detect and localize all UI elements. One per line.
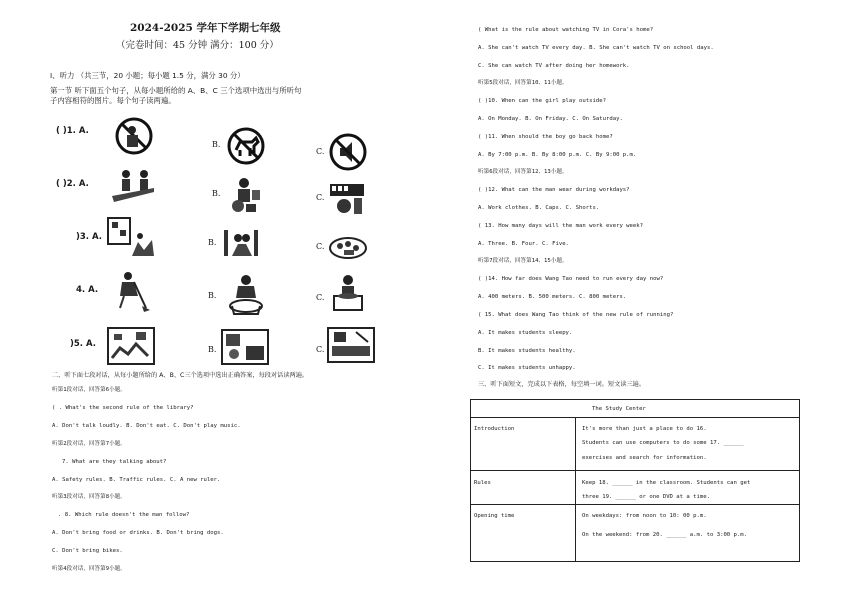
- q2-option-c: C.: [316, 193, 325, 202]
- right-line-10: A. Work clothes. B. Caps. C. Shorts.: [478, 205, 600, 211]
- q2-option-b: B.: [212, 189, 221, 198]
- table-row-divider-2: [471, 470, 799, 471]
- section2-line-2: A. Don't talk loudly. B. Don't eat. C. Don't play music.: [52, 423, 241, 429]
- table-divider: [575, 417, 576, 561]
- no-music-sign-icon: [326, 132, 368, 168]
- section2-line-7: . 8. Which rule doesn't the man follow?: [58, 512, 190, 518]
- table-cell-opening-line-1: On the weekend: from 20. ______ a.m. to 3:00 p.m.: [582, 532, 748, 538]
- right-line-14: ( )14. How far does Wang Tao need to run every day now?: [478, 276, 664, 282]
- q5-option-c: C.: [316, 345, 325, 354]
- table-title: The Study Center: [592, 406, 646, 412]
- q5-option-b: B.: [208, 345, 217, 354]
- sweeping-icon: [108, 270, 150, 306]
- section2-line-3: 听第2段对话，回答第7小题。: [52, 441, 126, 447]
- q4-option-b: B.: [208, 291, 217, 300]
- right-line-3: 听第5段对话，回答第10、11小题。: [478, 80, 568, 86]
- section1-heading: Ⅰ、听力 （共三节，20 小题；每小题 1.5 分，满分 30 分）: [50, 71, 245, 80]
- right-line-18: B. It makes students healthy.: [478, 348, 576, 354]
- right-line-19: C. It makes students unhappy.: [478, 365, 576, 371]
- q3-option-c: C.: [316, 242, 325, 251]
- section2-line-0: 听第1段对话，回答第6小题。: [52, 387, 126, 393]
- kitchen-icon: [220, 328, 262, 364]
- table-cell-rules-line-1: three 19. ______ or one DVD at a time.: [582, 494, 710, 500]
- exam-subtitle: （完卷时间：45 分钟 满分：100 分）: [116, 40, 279, 51]
- table-cell-intro-line-0: It's more than just a place to do 16.: [582, 426, 707, 432]
- right-line-16: ( 15. What does Wang Tao think of the new rule of running?: [478, 312, 674, 318]
- q3-label: )3. A.: [76, 232, 102, 242]
- table-cell-intro-line-2: exercises and search for information.: [582, 455, 707, 461]
- q4-option-c: C.: [316, 293, 325, 302]
- table-cell-rules-line-0: Keep 18. ______ in the classroom. Students can get: [582, 480, 751, 486]
- wrestling-kids-icon: [220, 226, 262, 262]
- right-line-2: C. She can watch TV after doing her homework.: [478, 63, 630, 69]
- right-line-1: A. She can't watch TV every day. B. She can't watch TV on school days.: [478, 45, 714, 51]
- section2-line-4: 7. What are they talking about?: [62, 459, 167, 465]
- washing-clothes-icon: [224, 274, 266, 310]
- section2-line-6: 听第3段对话，回答第8小题。: [52, 494, 126, 500]
- people-at-table-icon: [108, 166, 150, 202]
- right-line-6: ( )11. When should the boy go back home?: [478, 134, 613, 140]
- no-eating-girl-icon: [112, 116, 154, 152]
- q2-label: ( )2. A.: [56, 179, 89, 189]
- table-row-label-opening-time: Opening time: [474, 513, 515, 519]
- right-line-0: ( What is the rule about watching TV in Cora's home?: [478, 27, 654, 33]
- q1-label: ( )1. A.: [56, 126, 89, 136]
- q3-option-b: B.: [208, 238, 217, 247]
- table-row-label-introduction: Introduction: [474, 426, 515, 432]
- section2-line-8: A. Don't bring food or drinks. B. Don't bring dogs.: [52, 530, 224, 536]
- q5-label: )5. A.: [70, 339, 96, 349]
- section3-heading: 三、听下面短文，完成以下表格，每空填一词。短文读三遍。: [478, 381, 646, 388]
- bus-icon: [326, 178, 368, 214]
- section2-line-9: C. Don't bring bikes.: [52, 548, 123, 554]
- table-cell-opening-line-0: On weekdays: from noon to 10: 00 p.m.: [582, 513, 707, 519]
- right-line-7: A. By 7:00 p.m. B. By 8:00 p.m. C. By 9:00 p.m.: [478, 152, 637, 158]
- table-row-label-rules: Rules: [474, 480, 491, 486]
- q1-option-b: B.: [212, 140, 221, 149]
- crowd-icon: [326, 226, 368, 262]
- right-line-15: A. 400 meters. B. 500 meters. C. 800 meters.: [478, 294, 627, 300]
- section2-line-10: 听第4段对话，回答第9小题。: [52, 566, 126, 572]
- right-line-13: 听第7段对话，回答第14、15小题。: [478, 258, 568, 264]
- right-line-11: ( 13. How many days will the man work every week?: [478, 223, 644, 229]
- bedroom-icon: [326, 326, 368, 362]
- section1-intro-line1: 第一节 听下面五个句子，从每小题所给的 A、B、C 三个选项中选出与所听句: [50, 86, 302, 95]
- section1-intro-line2: 子内容相符的图片。每个句子读两遍。: [50, 96, 176, 105]
- section2-line-5: A. Safety rules. B. Traffic rules. C. A new ruler.: [52, 477, 221, 483]
- boy-with-bag-icon: [224, 176, 266, 212]
- section2-heading: 二、听下面七段对话，从每小题所给的 A、B、C三个选项中选出正确答案，每段对话读两遍。: [52, 372, 309, 379]
- messy-room-icon: [106, 324, 148, 360]
- right-line-9: ( )12. What can the man wear during workdays?: [478, 187, 630, 193]
- right-line-12: A. Three. B. Four. C. Five.: [478, 241, 569, 247]
- no-dogs-sign-icon: [224, 126, 266, 162]
- q1-option-c: C.: [316, 147, 325, 156]
- right-line-4: ( )10. When can the girl play outside?: [478, 98, 606, 104]
- q4-label: 4. A.: [76, 285, 99, 295]
- street-scene-icon: [106, 216, 148, 252]
- cooking-icon: [326, 272, 368, 308]
- section2-line-1: ( . What's the second rule of the library?: [52, 405, 194, 411]
- table-cell-intro-line-1: Students can use computers to do some 17. ______: [582, 440, 744, 446]
- right-line-8: 听第6段对话，回答第12、13小题。: [478, 169, 568, 175]
- table-row-divider-1: [471, 417, 799, 418]
- right-line-17: A. It makes students sleepy.: [478, 330, 573, 336]
- exam-title: 2024-2025 学年下学期七年级: [130, 22, 281, 34]
- table-row-divider-3: [471, 504, 799, 505]
- right-line-5: A. On Monday. B. On Friday. C. On Saturday.: [478, 116, 623, 122]
